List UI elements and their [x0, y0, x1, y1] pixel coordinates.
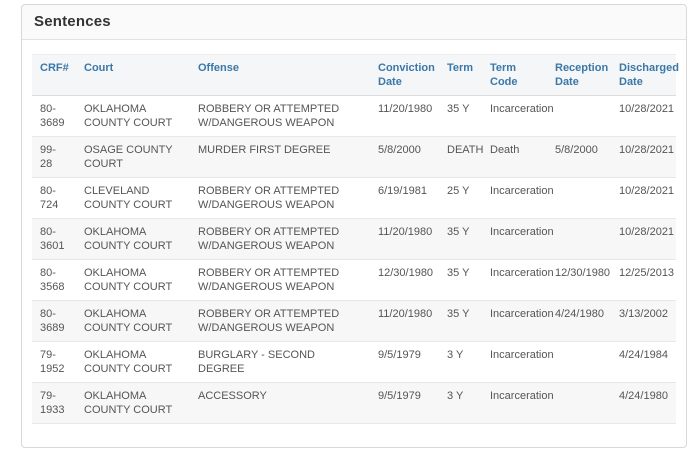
cell-crf: 80-724	[32, 178, 76, 219]
cell-crf: 79-1952	[32, 342, 76, 383]
cell-term: 25 Y	[439, 178, 482, 219]
cell-term_code: Incarceration	[482, 219, 547, 260]
cell-term_code: Incarceration	[482, 96, 547, 137]
cell-reception_date	[547, 96, 611, 137]
cell-term: 35 Y	[439, 219, 482, 260]
cell-discharged_date: 4/24/1980	[611, 383, 676, 424]
cell-reception_date: 12/30/1980	[547, 260, 611, 301]
column-header-conviction_date[interactable]: Conviction Date	[370, 55, 439, 96]
cell-conviction_date: 12/30/1980	[370, 260, 439, 301]
cell-term: 35 Y	[439, 96, 482, 137]
cell-term: 3 Y	[439, 383, 482, 424]
cell-crf: 80-3568	[32, 260, 76, 301]
cell-conviction_date: 11/20/1980	[370, 219, 439, 260]
cell-court: CLEVELAND COUNTY COURT	[76, 178, 190, 219]
cell-crf: 80-3601	[32, 219, 76, 260]
cell-court: OKLAHOMA COUNTY COURT	[76, 219, 190, 260]
table-row	[32, 342, 676, 383]
cell-court: OKLAHOMA COUNTY COURT	[76, 342, 190, 383]
cell-term: DEATH	[439, 137, 482, 178]
cell-offense: ROBBERY OR ATTEMPTED W/DANGEROUS WEAPON	[190, 219, 370, 260]
cell-offense: MURDER FIRST DEGREE	[190, 137, 370, 178]
column-header-court[interactable]: Court	[76, 55, 190, 96]
cell-term_code: Incarceration	[482, 342, 547, 383]
cell-offense: ACCESSORY	[190, 383, 370, 424]
page-title: Sentences	[34, 13, 111, 30]
cell-discharged_date: 10/28/2021	[611, 219, 676, 260]
table-row	[32, 383, 676, 424]
table-row	[32, 219, 676, 260]
cell-crf: 99-28	[32, 137, 76, 178]
sentences-table	[32, 54, 679, 424]
sentences-card-header	[22, 5, 686, 40]
cell-discharged_date: 10/28/2021	[611, 137, 676, 178]
cell-court: OKLAHOMA COUNTY COURT	[76, 301, 190, 342]
table-row	[32, 301, 676, 342]
cell-crf: 80-3689	[32, 96, 76, 137]
cell-conviction_date: 11/20/1980	[370, 301, 439, 342]
cell-reception_date	[547, 178, 611, 219]
column-header-term[interactable]: Term	[439, 55, 482, 96]
cell-term_code: Incarceration	[482, 383, 547, 424]
table-row	[32, 260, 676, 301]
cell-discharged_date: 3/13/2002	[611, 301, 676, 342]
cell-discharged_date: 4/24/1984	[611, 342, 676, 383]
cell-offense: ROBBERY OR ATTEMPTED W/DANGEROUS WEAPON	[190, 260, 370, 301]
sentences-table-head	[32, 55, 679, 96]
table-row	[32, 137, 676, 178]
cell-term_code: Incarceration	[482, 178, 547, 219]
cell-court: OKLAHOMA COUNTY COURT	[76, 96, 190, 137]
column-header-crf[interactable]: CRF#	[32, 55, 76, 96]
cell-offense: ROBBERY OR ATTEMPTED W/DANGEROUS WEAPON	[190, 301, 370, 342]
cell-conviction_date: 5/8/2000	[370, 137, 439, 178]
column-header-offense[interactable]: Offense	[190, 55, 370, 96]
cell-reception_date	[547, 383, 611, 424]
cell-term_code: Incarceration	[482, 260, 547, 301]
cell-court: OKLAHOMA COUNTY COURT	[76, 383, 190, 424]
cell-discharged_date: 10/28/2021	[611, 96, 676, 137]
column-header-reception_date[interactable]: Reception Date	[547, 55, 611, 96]
column-header-term_code[interactable]: Term Code	[482, 55, 547, 96]
cell-crf: 79-1933	[32, 383, 76, 424]
cell-conviction_date: 9/5/1979	[370, 342, 439, 383]
cell-discharged_date: 12/25/2013	[611, 260, 676, 301]
sentences-card-body	[22, 40, 686, 424]
cell-reception_date	[547, 342, 611, 383]
cell-court: OSAGE COUNTY COURT	[76, 137, 190, 178]
cell-term_code: Death	[482, 137, 547, 178]
cell-term_code: Incarceration	[482, 301, 547, 342]
cell-reception_date: 4/24/1980	[547, 301, 611, 342]
cell-reception_date	[547, 219, 611, 260]
column-header-row	[32, 55, 676, 96]
sentences-table-body	[32, 96, 676, 424]
cell-discharged_date: 10/28/2021	[611, 178, 676, 219]
cell-term: 35 Y	[439, 260, 482, 301]
cell-term: 3 Y	[439, 342, 482, 383]
cell-conviction_date: 9/5/1979	[370, 383, 439, 424]
table-row	[32, 96, 676, 137]
cell-reception_date: 5/8/2000	[547, 137, 611, 178]
cell-offense: ROBBERY OR ATTEMPTED W/DANGEROUS WEAPON	[190, 96, 370, 137]
cell-conviction_date: 6/19/1981	[370, 178, 439, 219]
column-header-discharged_date[interactable]: Discharged Date	[611, 55, 676, 96]
cell-term: 35 Y	[439, 301, 482, 342]
cell-conviction_date: 11/20/1980	[370, 96, 439, 137]
cell-crf: 80-3689	[32, 301, 76, 342]
cell-offense: ROBBERY OR ATTEMPTED W/DANGEROUS WEAPON	[190, 178, 370, 219]
cell-offense: BURGLARY - SECOND DEGREE	[190, 342, 370, 383]
table-row	[32, 178, 676, 219]
sentences-card	[21, 4, 687, 448]
cell-court: OKLAHOMA COUNTY COURT	[76, 260, 190, 301]
